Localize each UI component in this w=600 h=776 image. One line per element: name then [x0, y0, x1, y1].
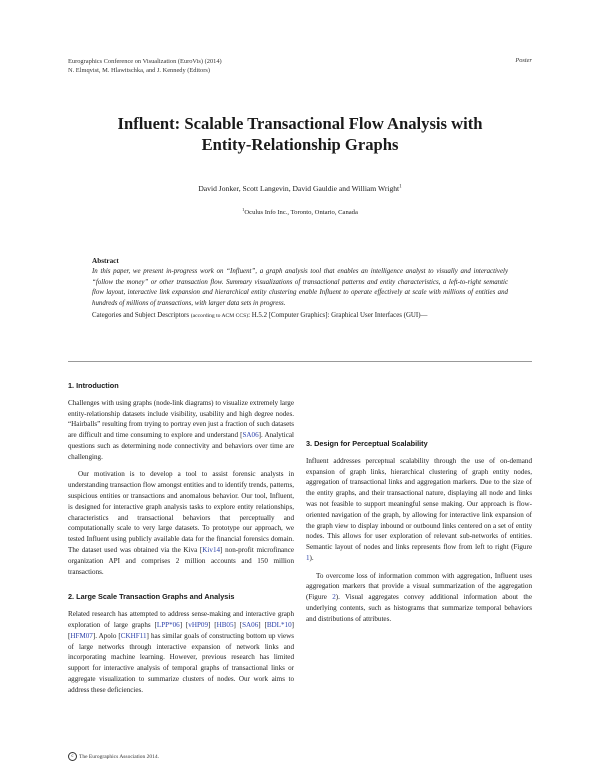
citation-link[interactable]: SA06	[242, 620, 259, 629]
affiliation-text: Oculus Info Inc., Toronto, Ontario, Canada	[244, 209, 358, 217]
abstract-section	[92, 257, 508, 322]
authors-text: David Jonker, Scott Langevin, David Gauldie and William Wright	[198, 184, 400, 193]
paper-type-label: Poster	[515, 57, 532, 64]
section-divider	[68, 361, 532, 362]
affiliation	[60, 207, 540, 216]
right-column	[306, 381, 532, 631]
citation-link[interactable]: HB05	[216, 620, 234, 629]
citation-link[interactable]: HFM07	[70, 631, 93, 640]
affiliation-superscript: 1	[242, 207, 245, 212]
copyright-text: The Eurographics Association 2014.	[79, 753, 160, 760]
design-paragraph-1: Influent addresses perceptual scalability through the use of on-demand expansion of graph links, hierarchical clustering of graph entity nodes, aggregation of transactional links and aggregation markers. Due to the size of the entity graphs, and their transactional nature, displaying all node and links was not feasible to support meaningful sense making. Our approach is flow-oriented navigation of the graph, by allowing for interactive link expansion of the graph view to display inbound or outbound links centered on a set of entity nodes. This allows for user exploration of relevant sub-networks of entities. Semantic layout of nodes and links represents flow from left to right (Figure 1).	[306, 456, 532, 562]
citation-link[interactable]: LPP*06	[156, 620, 180, 629]
citation-link[interactable]: BDL*10	[266, 620, 292, 629]
left-column	[68, 381, 294, 702]
citation-link[interactable]: CKHF11	[120, 631, 147, 640]
related-work-paragraph: Related research has attempted to address sense-making and interactive graph exploration of large graphs [LPP*06] [vHP09] [HB05] [SA06] [BDL*10] [HFM07]. Apolo [CKHF11] has similar goals of constructing bottom up views of large networks through interactive expansion of network links and incorporating machine learning. However, previous research has limited support for interactive analysis of temporal graphs of transactional links or aggregate visualization to summarize clusters of nodes. Our work aims to address these deficiencies.	[68, 610, 295, 694]
figure-link[interactable]: 2	[332, 593, 336, 602]
citation-link[interactable]: Kiv14	[202, 545, 221, 554]
editors-line: N. Elmqvist, M. Hlawitschka, and J. Kennedy (Editors)	[68, 67, 210, 74]
paper-title	[60, 113, 540, 155]
section-2-heading: 2. Large Scale Transaction Graphs and Analysis	[68, 592, 235, 602]
author-superscript: 1	[399, 184, 402, 190]
categories-descriptors	[92, 311, 508, 322]
categories-label: Categories and Subject Descriptors	[92, 312, 191, 319]
design-paragraph-2: To overcome loss of information common with aggregation, Influent uses aggregation markers that provide a visual summarization of the aggregation (Figure 2). Visual aggregates convey additional information about the underlying contents, such as histograms that summarize temporal behaviors and distributions of attributes.	[306, 571, 532, 623]
title-line-2: Entity-Relationship Graphs	[201, 135, 399, 154]
section-3-heading: 3. Design for Perceptual Scalability	[306, 439, 428, 448]
conference-name: Eurographics Conference on Visualization (EuroVis) (2014)	[68, 58, 222, 65]
copyright-footer	[68, 752, 159, 761]
section-1-heading: 1. Introduction	[68, 381, 119, 390]
citation-link[interactable]: vHP09	[188, 620, 209, 629]
abstract-heading: Abstract	[92, 257, 119, 265]
intro-paragraph-2: Our motivation is to develop a tool to assist forensic analysts in understanding transaction flow amongst entities and to identify trends, patterns, suspicious entities or transactions and anomalous behavior. Our tool, Influent, is designed for interactive graph analysis tasks to explore entity relationships, characteristics and transactional behaviors that perceptually and computationally scale to very large datasets. To prototype our approach, we tested Influent using publicly available data for the financial forensics domain. The dataset used was obtained via the Kiva [Kiv14] non-profit microfinance organization API and comprises 2 million accounts and 150 million transactions.	[68, 470, 294, 576]
intro-paragraph-1: Challenges with using graphs (node-link diagrams) to visualize extremely large entity-relationship datasets include visibility, usability and high degree nodes. “Hairballs” resulting from trying to portray even just a fraction of such datasets are difficult and time consuming to explore and understand [SA06]. Analytical questions such as determining node connectivity and behaviors over time are challenging.	[68, 398, 295, 461]
figure-link[interactable]: 1	[306, 553, 310, 562]
categories-ccs-note: (according to ACM CCS)	[190, 313, 249, 319]
running-header	[68, 57, 222, 75]
categories-value: : H.5.2 [Computer Graphics]: Graphical User Interfaces (GUI)—	[248, 312, 428, 319]
title-line-1: Influent: Scalable Transactional Flow Analysis with	[117, 114, 483, 133]
author-list	[60, 184, 540, 193]
abstract-text: In this paper, we present in-progress work on “Influent”, a graph analysis tool that enables an intelligence analyst to visually and interactively “follow the money” or other transaction flow. Summary visualizations of transactional patterns and entity characteristics, a left-to-right semantic flow layout, interactive link expansion and hierarchical entity clustering enable Influent to operate effectively at scale with millions of entities and hundreds of millions of transactions, with larger data sets in progress.	[92, 268, 508, 307]
citation-link[interactable]: SA06	[242, 431, 259, 440]
copyright-icon: c	[68, 752, 77, 761]
